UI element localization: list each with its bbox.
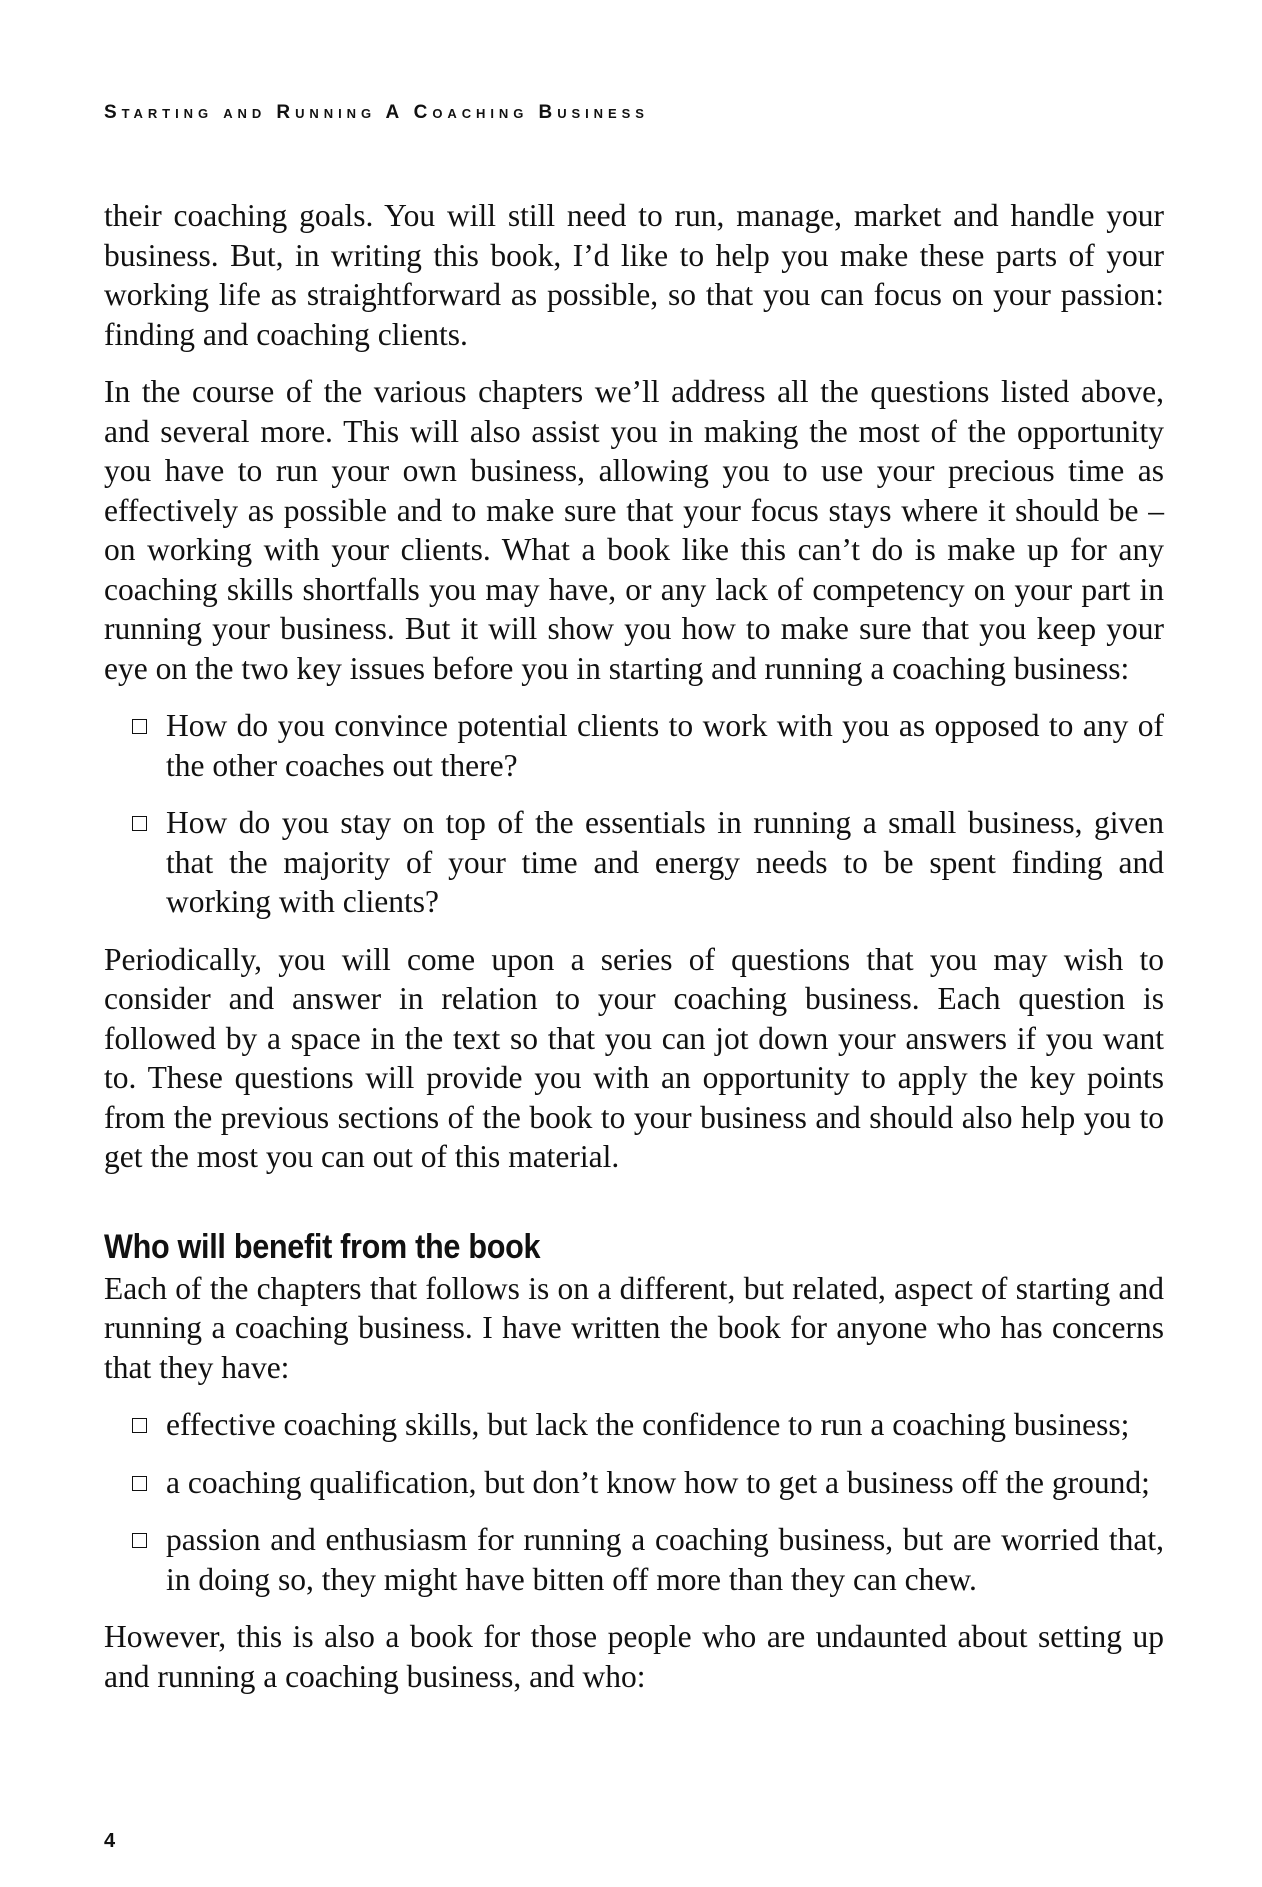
- section-heading: Who will benefit from the book: [104, 1227, 541, 1266]
- list-item: [104, 803, 1164, 922]
- paragraph: Each of the chapters that follows is on a different, but related, aspect of starting and running a coaching business. I have written the book for anyone who has concerns that they have:: [104, 1270, 1164, 1385]
- checkbox-square-icon: [132, 1418, 147, 1433]
- list-item-text: How do you stay on top of the essentials in running a small business, given that the majority of your time and energy needs to be spent finding and working with clients?: [166, 805, 1164, 919]
- list-item: [104, 1405, 1164, 1445]
- paragraph: In the course of the various chapters we’ll address all the questions listed above, and several more. This will also assist you in making the most of the opportunity you have to run your own business, allowing you to use your precious time as effectively as possible and to make sure that your focus stays where it should be – on working with your clients. What a book like this can’t do is make up for any coaching skills shortfalls you may have, or any lack of competency on your part in running your business. But it will show you how to make sure that you keep your eye on the two key issues before you in starting and running a coaching business:: [104, 374, 1164, 686]
- paragraph: their coaching goals. You will still need to run, manage, market and handle your business. But, in writing this book, I’d like to help you make these parts of your working life as straightforward as possible, so that you can focus on your passion: finding and coaching clients.: [104, 198, 1164, 352]
- list-item: [104, 706, 1164, 785]
- bullet-list: [104, 706, 1164, 922]
- paragraph: Periodically, you will come upon a series of questions that you may wish to consider and answer in relation to your coaching business. Each question is followed by a space in the text so that you can jot down your answers if you want to. These questions will provide you with an opportunity to apply the key points from the previous sections of the book to your business and should also help you to get the most you can out of this material.: [104, 941, 1164, 1174]
- checkbox-square-icon: [132, 816, 147, 831]
- running-head: Starting and Running A Coaching Business: [104, 102, 649, 123]
- body-text: [104, 196, 1164, 1714]
- page-number: 4: [104, 1830, 116, 1852]
- checkbox-square-icon: [132, 719, 147, 734]
- checkbox-square-icon: [132, 1476, 147, 1491]
- list-item-text: a coaching qualification, but don’t know how to get a business off the ground;: [166, 1464, 1150, 1500]
- bullet-list: [104, 1405, 1164, 1599]
- checkbox-square-icon: [132, 1533, 147, 1548]
- list-item-text: How do you convince potential clients to work with you as opposed to any of the other coaches out there?: [166, 708, 1164, 783]
- list-item-text: effective coaching skills, but lack the confidence to run a coaching business;: [166, 1407, 1130, 1442]
- list-item-text: passion and enthusiasm for running a coaching business, but are worried that, in doing so, they might have bitten off more than they can chew.: [166, 1522, 1164, 1597]
- list-item: [104, 1463, 1164, 1503]
- paragraph: However, this is also a book for those people who are undaunted about setting up and running a coaching business, and who:: [104, 1619, 1164, 1694]
- list-item: [104, 1520, 1164, 1599]
